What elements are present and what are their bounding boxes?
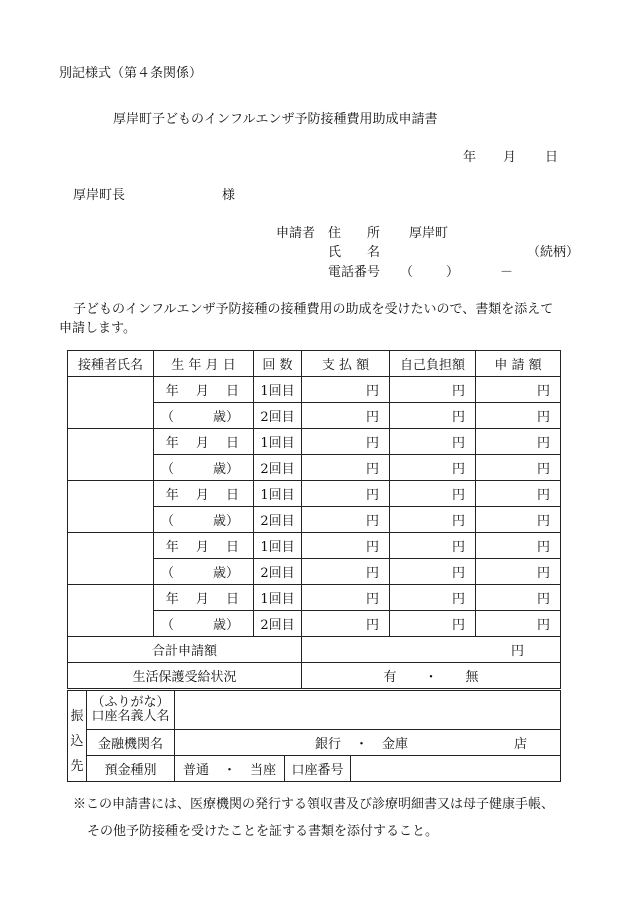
- dose-label: 1回目: [254, 429, 302, 455]
- deposit-type-label: 預金種別: [87, 756, 175, 782]
- application-table: [67, 350, 561, 689]
- self-pay-cell[interactable]: 円: [390, 533, 476, 559]
- address-value: 厚岸町: [409, 226, 449, 241]
- paid-cell[interactable]: 円: [302, 611, 390, 637]
- self-pay-cell[interactable]: 円: [390, 377, 476, 403]
- deposit-type-choice[interactable]: [175, 756, 285, 782]
- form-title: 厚岸町子どものインフルエンザ予防接種費用助成申請書: [113, 112, 438, 127]
- phone-paren-open: （: [400, 265, 414, 280]
- date-year-label: 年: [463, 150, 477, 165]
- note-line-1: ※この申請書には、医療機関の発行する領収書及び診療明細書又は母子健康手帳、: [73, 797, 555, 812]
- paid-cell[interactable]: 円: [302, 559, 390, 585]
- request-cell[interactable]: 円: [476, 611, 561, 637]
- header-request: 申 請 額: [476, 351, 561, 377]
- paid-cell[interactable]: 円: [302, 377, 390, 403]
- self-pay-cell[interactable]: 円: [390, 481, 476, 507]
- addressee: 厚岸町長: [73, 188, 126, 203]
- statement-line-2: 申請します。: [59, 321, 136, 336]
- self-pay-cell[interactable]: 円: [390, 611, 476, 637]
- applicant-label: 申請者: [276, 226, 316, 241]
- dose-label: 1回目: [254, 585, 302, 611]
- phone-paren-close: ）: [446, 265, 460, 280]
- recipient-name-cell[interactable]: [68, 481, 154, 533]
- note-line-2: その他予防接種を受けたことを証する書類を添付すること。: [87, 824, 439, 839]
- deposit-separator: ・: [222, 763, 236, 778]
- account-holder-label: [87, 691, 175, 730]
- self-pay-cell[interactable]: 円: [390, 507, 476, 533]
- table-row: [68, 429, 561, 455]
- dose-label: 2回目: [254, 403, 302, 429]
- holder-label: 口座名義人名: [91, 709, 170, 724]
- self-pay-cell[interactable]: 円: [390, 585, 476, 611]
- self-pay-cell[interactable]: 円: [390, 403, 476, 429]
- paid-cell[interactable]: 円: [302, 429, 390, 455]
- name-label: 氏 名: [328, 245, 381, 260]
- welfare-label: 生活保護受給状況: [68, 663, 302, 689]
- age-cell[interactable]: （ 歳）: [154, 611, 254, 637]
- recipient-name-cell[interactable]: [68, 585, 154, 637]
- dose-label: 2回目: [254, 507, 302, 533]
- account-holder-row: [68, 691, 561, 730]
- deposit-type-row: [68, 756, 561, 782]
- header-dob: 生 年 月 日: [154, 351, 254, 377]
- total-amount-cell[interactable]: 円: [302, 637, 561, 663]
- institution-label: 金融機関名: [87, 730, 175, 756]
- account-number-label: 口座番号: [285, 756, 351, 782]
- request-cell[interactable]: 円: [476, 481, 561, 507]
- welfare-separator: ・: [424, 670, 438, 685]
- bank-option: 銀行: [315, 737, 342, 752]
- dob-cell[interactable]: 年 月 日: [154, 585, 254, 611]
- age-cell[interactable]: （ 歳）: [154, 455, 254, 481]
- age-cell[interactable]: （ 歳）: [154, 507, 254, 533]
- dose-label: 1回目: [254, 533, 302, 559]
- welfare-yes[interactable]: 有: [383, 670, 397, 685]
- relationship-label: （続柄）: [527, 245, 580, 260]
- transfer-label-char-2: 込: [70, 733, 84, 749]
- dob-cell[interactable]: 年 月 日: [154, 377, 254, 403]
- paid-cell[interactable]: 円: [302, 455, 390, 481]
- self-pay-cell[interactable]: 円: [390, 455, 476, 481]
- statement-line-1: 子どものインフルエンザ予防接種の接種費用の助成を受けたいので、書類を添えて: [73, 302, 554, 317]
- request-cell[interactable]: 円: [476, 585, 561, 611]
- transfer-label-char-1: 振: [70, 708, 84, 724]
- age-cell[interactable]: （ 歳）: [154, 559, 254, 585]
- request-cell[interactable]: 円: [476, 403, 561, 429]
- branch-label: 店: [514, 737, 528, 752]
- paid-cell[interactable]: 円: [302, 481, 390, 507]
- request-cell[interactable]: 円: [476, 533, 561, 559]
- request-cell[interactable]: 円: [476, 429, 561, 455]
- recipient-name-cell[interactable]: [68, 533, 154, 585]
- bank-table: [67, 690, 561, 782]
- dose-label: 2回目: [254, 611, 302, 637]
- transfer-destination-label: [68, 691, 87, 782]
- institution-row: [68, 730, 561, 756]
- dob-cell[interactable]: 年 月 日: [154, 533, 254, 559]
- paid-cell[interactable]: 円: [302, 585, 390, 611]
- shinkin-option: 金庫: [382, 737, 409, 752]
- dose-label: 1回目: [254, 481, 302, 507]
- self-pay-cell[interactable]: 円: [390, 429, 476, 455]
- request-cell[interactable]: 円: [476, 507, 561, 533]
- phone-dash: －: [500, 265, 514, 280]
- paid-cell[interactable]: 円: [302, 507, 390, 533]
- furigana-label: （ふりがな）: [91, 695, 170, 710]
- table-header-row: [68, 351, 561, 377]
- institution-input[interactable]: [175, 730, 561, 756]
- date-day-label: 日: [545, 150, 559, 165]
- address-label: 住 所: [328, 226, 381, 241]
- paid-cell[interactable]: 円: [302, 533, 390, 559]
- dob-cell[interactable]: 年 月 日: [154, 481, 254, 507]
- header-self-pay: 自己負担額: [390, 351, 476, 377]
- request-cell[interactable]: 円: [476, 377, 561, 403]
- total-label: 合計申請額: [68, 637, 302, 663]
- account-number-input[interactable]: [351, 756, 561, 782]
- table-row: [68, 377, 561, 403]
- ordinary-option[interactable]: 普通: [182, 763, 209, 778]
- header-name: 接種者氏名: [68, 351, 154, 377]
- request-cell[interactable]: 円: [476, 559, 561, 585]
- welfare-row: [68, 663, 561, 689]
- dob-cell[interactable]: 年 月 日: [154, 429, 254, 455]
- dose-label: 2回目: [254, 455, 302, 481]
- form-reference: 別記様式（第４条関係）: [59, 66, 203, 81]
- header-paid: 支 払 額: [302, 351, 390, 377]
- paid-cell[interactable]: 円: [302, 403, 390, 429]
- welfare-choice[interactable]: [302, 663, 561, 689]
- account-holder-input[interactable]: [175, 691, 561, 730]
- request-cell[interactable]: 円: [476, 455, 561, 481]
- dose-label: 1回目: [254, 377, 302, 403]
- date-month-label: 月: [503, 150, 517, 165]
- self-pay-cell[interactable]: 円: [390, 559, 476, 585]
- phone-label: 電話番号: [328, 265, 381, 280]
- transfer-label-char-3: 先: [70, 758, 84, 774]
- age-cell[interactable]: （ 歳）: [154, 403, 254, 429]
- header-count: 回 数: [254, 351, 302, 377]
- recipient-name-cell[interactable]: [68, 429, 154, 481]
- table-row: [68, 533, 561, 559]
- recipient-name-cell[interactable]: [68, 377, 154, 429]
- bank-separator: ・: [355, 737, 369, 752]
- total-row: [68, 637, 561, 663]
- table-row: [68, 481, 561, 507]
- welfare-no[interactable]: 無: [465, 670, 479, 685]
- addressee-honorific: 様: [222, 188, 236, 203]
- table-row: [68, 585, 561, 611]
- current-option[interactable]: 当座: [250, 763, 277, 778]
- dose-label: 2回目: [254, 559, 302, 585]
